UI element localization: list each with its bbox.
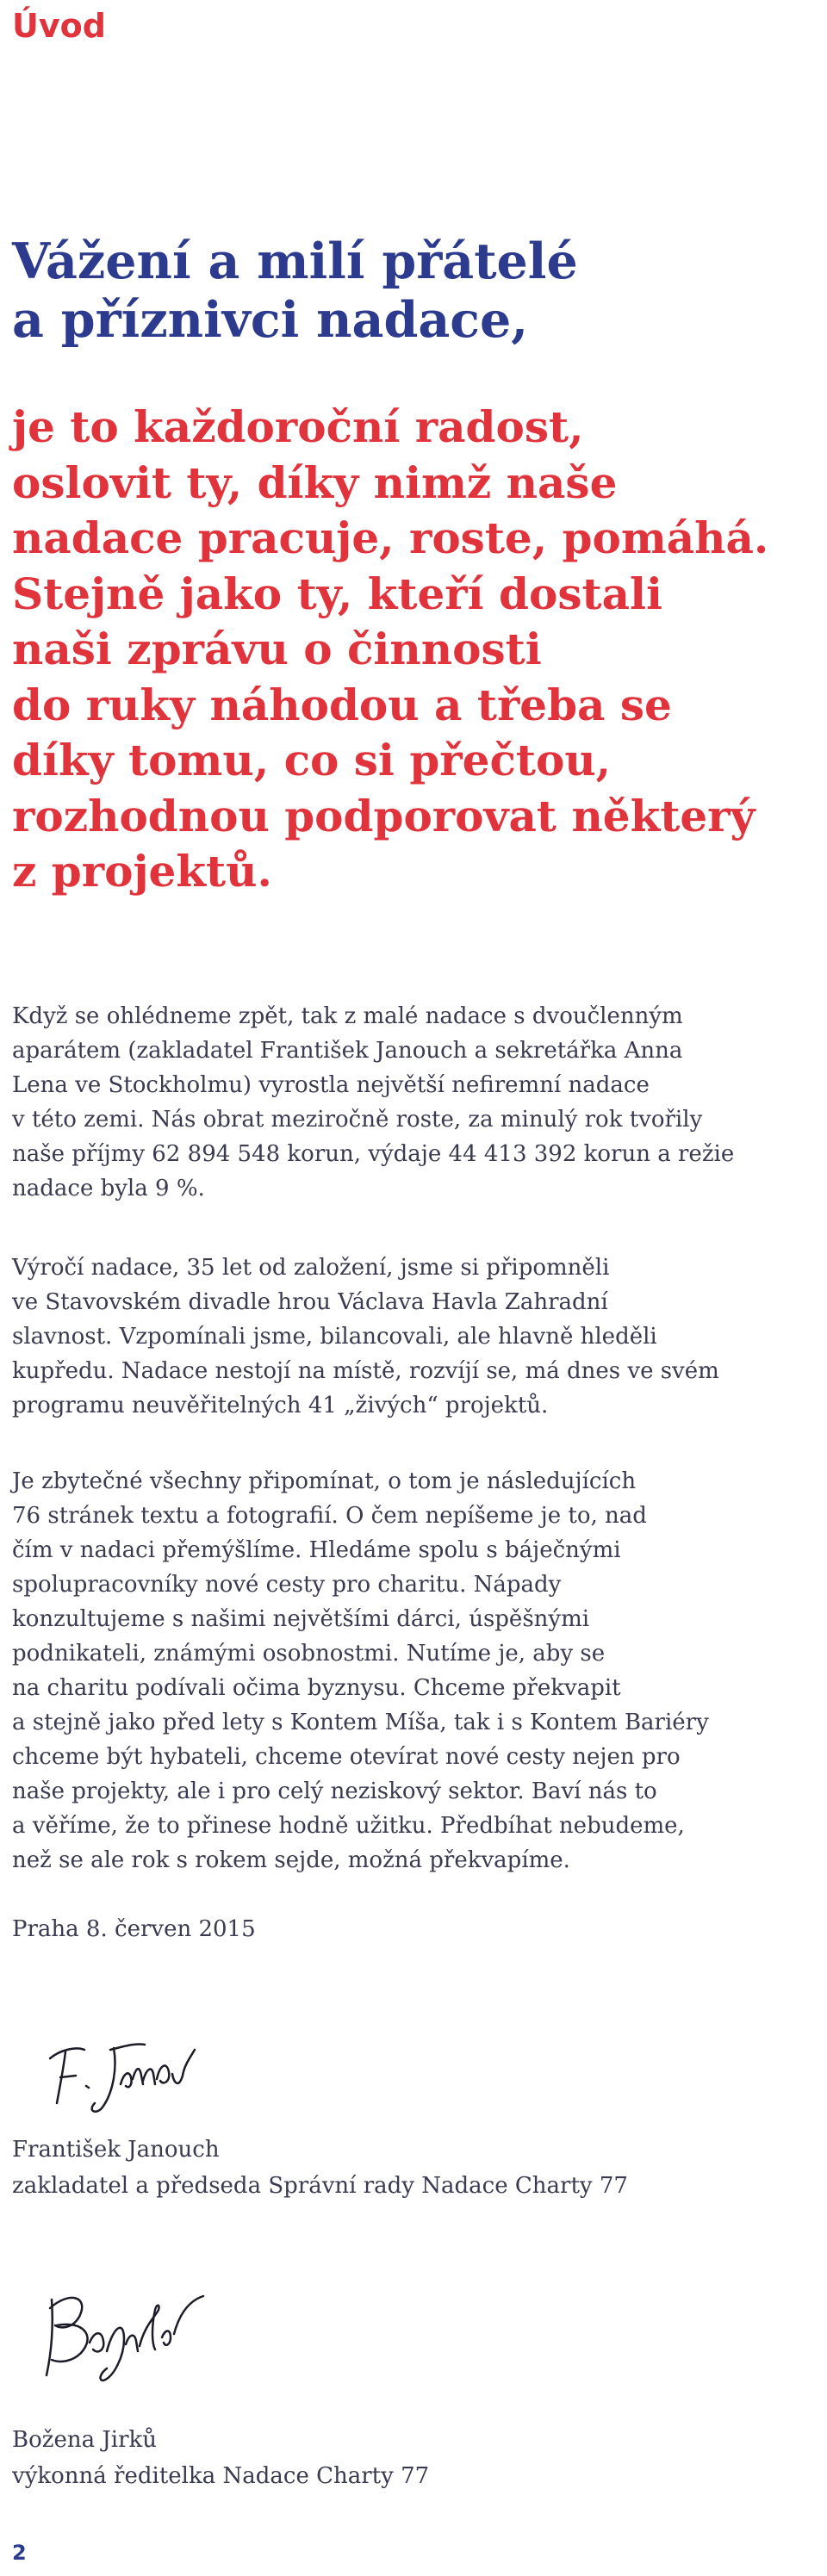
lead-line: rozhodnou podporovat některý	[12, 790, 755, 841]
lead-line: Stejně jako ty, kteří dostali	[12, 568, 662, 619]
signer-2	[12, 2422, 429, 2494]
signer-1	[12, 2132, 628, 2204]
text-line: ve Stavovském divadle hrou Václava Havla Zahradní	[12, 1289, 608, 1315]
text-line: 76 stránek textu a fotografií. O čem nepíšeme je to, nad	[12, 1503, 647, 1529]
lead-line: díky tomu, co si přečtou,	[12, 735, 612, 785]
lead-line: nadace pracuje, roste, pomáhá.	[12, 512, 769, 563]
text-line: na charitu podívali očima byznysu. Chceme překvapit	[12, 1675, 621, 1701]
signer-role: zakladatel a předseda Správní rady Nadace Charty 77	[12, 2173, 628, 2199]
greeting-heading	[12, 233, 805, 350]
lead-line: do ruky náhodou a třeba se	[12, 679, 672, 730]
text-line: kupředu. Nadace nestojí na místě, rozvíjí se, má dnes ve svém	[12, 1358, 719, 1384]
signature-image-2	[34, 2274, 224, 2386]
body-paragraph-1	[12, 999, 813, 1206]
text-line: a stejně jako před lety s Kontem Míša, tak i s Kontem Bariéry	[12, 1710, 709, 1735]
lead-line: oslovit ty, díky nimž naše	[12, 456, 618, 508]
lead-line: z projektů.	[12, 846, 272, 897]
text-line: Výročí nadace, 35 let od založení, jsme si připomněli	[12, 1255, 610, 1281]
place-date: Praha 8. červen 2015	[12, 1916, 256, 1942]
section-title: Úvod	[12, 7, 106, 45]
text-line: programu neuvěřitelných 41 „živých“ projektů.	[12, 1393, 549, 1418]
text-line: chceme být hybateli, chceme otevírat nové cesty nejen pro	[12, 1744, 681, 1770]
text-line: a věříme, že to přinese hodně užitku. Předbíhat nebudeme,	[12, 1813, 685, 1839]
text-line: konzultujeme s našimi největšími dárci, úspěšnými	[12, 1606, 590, 1632]
text-line: než se ale rok s rokem sejde, možná překvapíme.	[12, 1847, 570, 1873]
text-line: aparátem (zakladatel František Janouch a sekretářka Anna	[12, 1038, 683, 1064]
signature-image-1	[34, 2024, 207, 2119]
greeting-line: a příznivci nadace,	[12, 291, 529, 349]
text-line: spolupracovníky nové cesty pro charitu. Nápady	[12, 1572, 562, 1598]
text-line: podnikateli, známými osobnostmi. Nutíme je, aby se	[12, 1641, 606, 1667]
text-line: Je zbytečné všechny připomínat, o tom je následujících	[12, 1468, 637, 1494]
text-line: naše projekty, ale i pro celý neziskový sektor. Baví nás to	[12, 1778, 657, 1804]
body-paragraph-3	[12, 1464, 813, 1878]
signer-role: výkonná ředitelka Nadace Charty 77	[12, 2463, 430, 2489]
lead-line: naši zprávu o činnosti	[12, 624, 542, 674]
signer-name: František Janouch	[12, 2137, 220, 2163]
body-paragraph-2	[12, 1251, 813, 1423]
text-line: Lena ve Stockholmu) vyrostla největší nefiremní nadace	[12, 1072, 650, 1098]
text-line: naše příjmy 62 894 548 korun, výdaje 44 413 392 korun a režie	[12, 1141, 735, 1167]
text-line: v této zemi. Nás obrat meziročně roste, za minulý rok tvořily	[12, 1107, 703, 1133]
text-line: nadace byla 9 %.	[12, 1176, 205, 1201]
text-line: Když se ohlédneme zpět, tak z malé nadace s dvoučlenným	[12, 1003, 683, 1029]
lead-paragraph	[12, 400, 822, 900]
page-number: 2	[12, 2541, 27, 2565]
text-line: čím v nadaci přemýšlíme. Hledáme spolu s báječnými	[12, 1537, 621, 1563]
signer-name: Božena Jirků	[12, 2427, 158, 2453]
greeting-line: Vážení a milí přátelé	[12, 233, 578, 290]
text-line: slavnost. Vzpomínali jsme, bilancovali, ale hlavně hleděli	[12, 1324, 657, 1350]
lead-line: je to každoroční radost,	[12, 401, 584, 452]
